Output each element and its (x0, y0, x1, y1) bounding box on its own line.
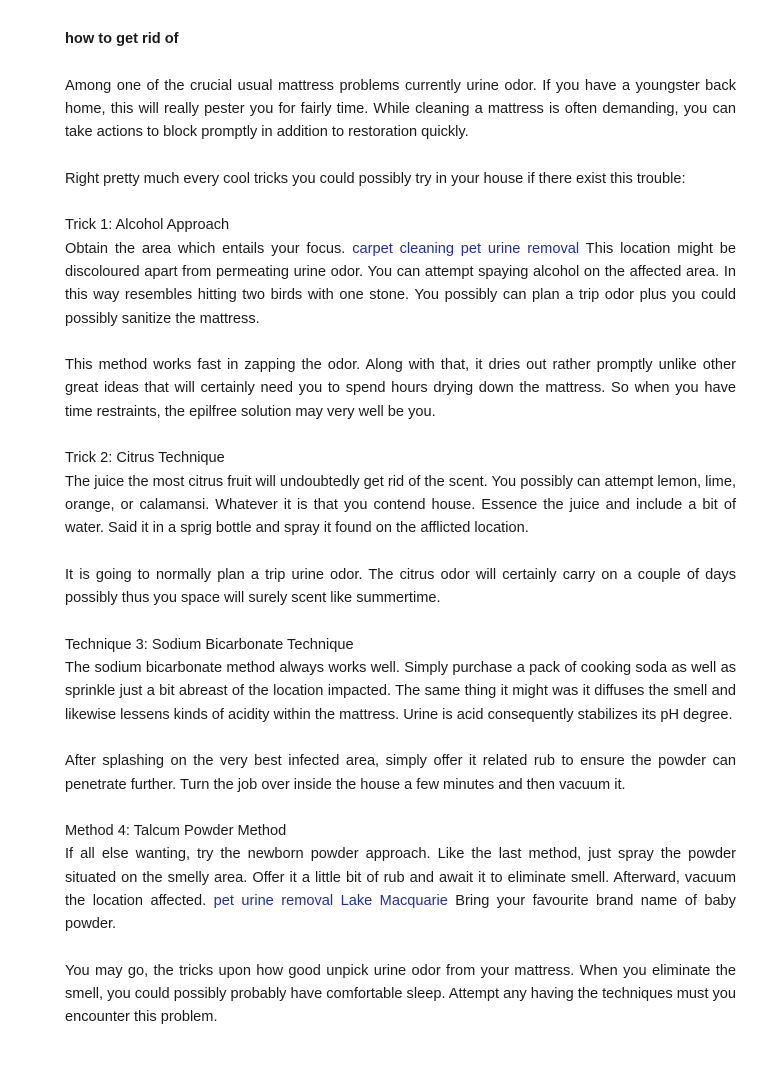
carpet-cleaning-link[interactable]: carpet cleaning pet urine removal (352, 240, 580, 257)
trick1-section (65, 214, 736, 330)
pet-urine-removal-link[interactable]: pet urine removal Lake Macquarie (213, 892, 448, 909)
technique3-heading: Technique 3: Sodium Bicarbonate Technique (65, 636, 354, 653)
technique3-text: The sodium bicarbonate method always works well. Simply purchase a pack of cooking soda as well as sprinkle just a bit abreast of the location impacted. The same thing it might was it diffuses the smell and likewise lessens kinds of acidity within the mattress. Urine is acid consequently stabilizes its pH degree. (65, 660, 736, 723)
method4-text-before: If all else wanting, try the newborn powder approach. Like the last method, just spray the powder situated on the smelly area. Offer it a little bit of rub and await it to eliminate smell. Afterward, vacuum the location affected. (65, 846, 736, 909)
method4-heading: Method 4: Talcum Powder Method (65, 823, 287, 840)
trick2-followup: It is going to normally plan a trip urine odor. The citrus odor will certainly carry on a couple of days possibly thus you space will surely scent like summertime. (65, 566, 736, 607)
trick1-heading: Trick 1: Alcohol Approach (65, 217, 230, 234)
document-page (65, 28, 736, 1053)
trick2-heading: Trick 2: Citrus Technique (65, 450, 225, 467)
technique3-section (65, 634, 736, 727)
trick1-followup: This method works fast in zapping the odor. Along with that, it dries out rather promptly unlike other great ideas that will certainly need you to spend hours drying down the mattress. So when you have time restraints, the epilfree solution may very well be you. (65, 357, 736, 420)
method4-text-after: Bring your favourite brand name of baby powder. (65, 892, 736, 933)
method4-section (65, 820, 736, 936)
technique3-followup: After splashing on the very best infected area, simply offer it related rub to ensure the powder can penetrate further. Turn the job over inside the house a few minutes and then vacuum it. (65, 753, 736, 793)
intro-paragraph: Among one of the crucial usual mattress problems currently urine odor. If you have a youngster back home, this will really pester you for fairly time. While cleaning a mattress is often demanding, you can take actions to block promptly in addition to restoration quickly. (65, 77, 736, 141)
trick2-text: The juice the most citrus fruit will undoubtedly get rid of the scent. You possibly can attempt lemon, lime, orange, or calamansi. Whatever it is that you contend house. Essence the juice and include a bit of water. Said it in a sprig bottle and spray it found on the afflicted location. (65, 473, 736, 537)
trick2-section (65, 447, 736, 540)
trick1-text-after: This location might be discoloured apart from permeating urine odor. You can attempt spaying alcohol on the affected area. In this way resembles hitting two birds with one stone. You possibly can plan a trip odor plus you could possibly sanitize the mattress. (65, 240, 736, 327)
closing-paragraph: You may go, the tricks upon how good unpick urine odor from your mattress. When you eliminate the smell, you could possibly probably have comfortable sleep. Attempt any having the techniques must you encounter this problem. (65, 962, 736, 1026)
document-title: how to get rid of (65, 31, 179, 47)
lead-paragraph: Right pretty much every cool tricks you could possibly try in your house if there exist this trouble: (65, 170, 686, 187)
trick1-text-before: Obtain the area which entails your focus. (65, 240, 353, 257)
